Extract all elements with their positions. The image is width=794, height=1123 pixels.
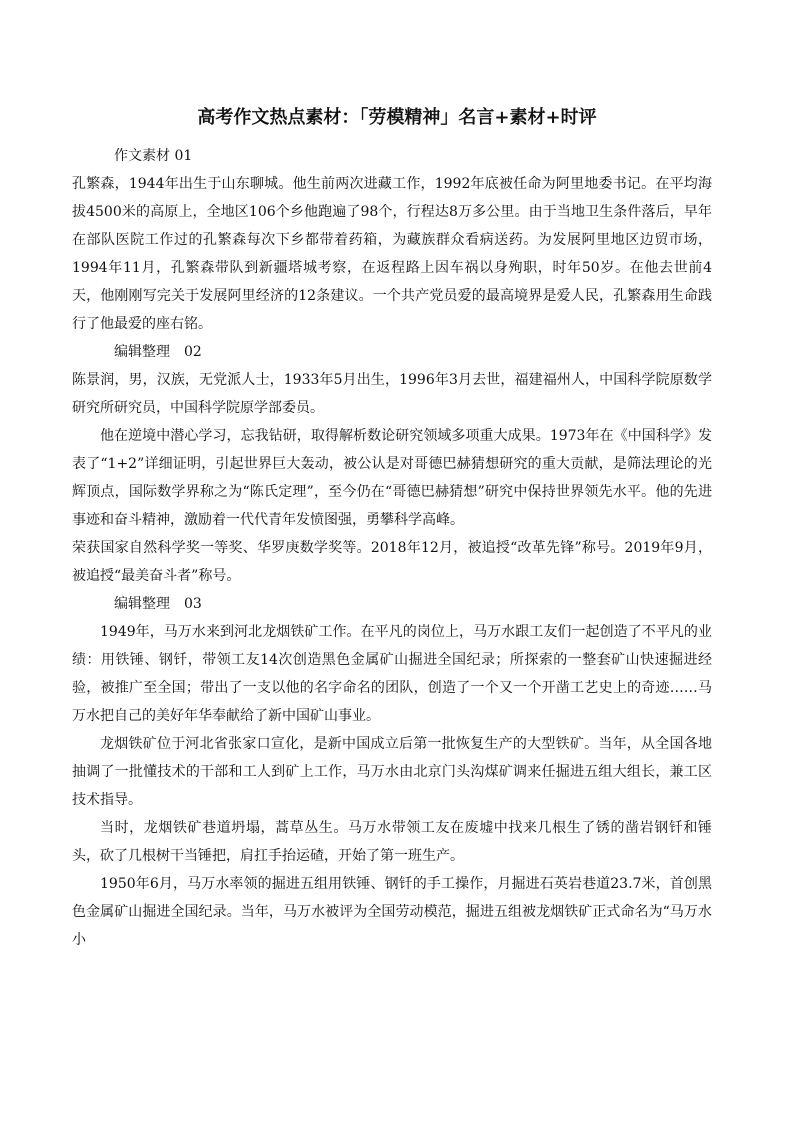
paragraph: 龙烟铁矿位于河北省张家口宣化，是新中国成立后第一批恢复生产的大型铁矿。当年，从全国各地抽调了一批懂技术的干部和工人到矿上工作，马万水由北京门头沟煤矿调来任掘进五组大组长，兼工区技术指导。 [72,736,712,808]
paragraph: 当时，龙烟铁矿巷道坍塌，蒿草丛生。马万水带领工友在废墟中找来几根生了锈的凿岩钢钎和锤头，砍了几根树干当锤把，肩扛手抬运碴，开始了第一班生产。 [72,820,712,864]
document-body [72,142,712,954]
paragraph: 荣获国家自然科学奖一等奖、华罗庚数学奖等。2018年12月，被追授“改革先锋”称号。2019年9月，被追授“最美奋斗者”称号。 [72,540,712,584]
paragraph: 他在逆境中潜心学习，忘我钻研，取得解析数论研究领域多项重大成果。1973年在《中国科学》发表了“1+2”详细证明，引起世界巨大轰动，被公认是对哥德巴赫猜想研究的重大贡献，是筛法理论的光辉顶点，国际数学界称之为“陈氏定理”，至今仍在“哥德巴赫猜想”研究中保持世界领先水平。他的先进事迹和奋斗精神，激励着一代代青年发愤图强，勇攀科学高峰。 [72,428,712,528]
paragraph: 孔繁森，1944年出生于山东聊城。他生前两次进藏工作，1992年底被任命为阿里地委书记。在平均海拔4500米的高原上，全地区106个乡他跑遍了98个，行程达8万多公里。由于当地卫生条件落后，早年在部队医院工作过的孔繁森每次下乡都带着药箱，为藏族群众看病送药。为发展阿里地区边贸市场，1994年11月，孔繁森带队到新疆塔城考察，在返程路上因车祸以身殉职，时年50岁。在他去世前4天，他刚刚写完关于发展阿里经济的12条建议。一个共产党员爱的最高境界是爱人民，孔繁森用生命践行了他最爱的座右铭。 [72,176,712,332]
section-heading: 作文素材 01 [114,148,193,164]
paragraph: 陈景润，男，汉族，无党派人士，1933年5月出生，1996年3月去世，福建福州人，中国科学院原数学研究所研究员，中国科学院原学部委员。 [72,372,712,416]
paragraph: 1950年6月，马万水率领的掘进五组用铁锤、钢钎的手工操作，月掘进石英岩巷道23.7米，首创黑色金属矿山掘进全国纪录。当年，马万水被评为全国劳动模范，掘进五组被龙烟铁矿正式命名为“马万水小 [72,876,712,948]
paragraph: 1949年，马万水来到河北龙烟铁矿工作。在平凡的岗位上，马万水跟工友们一起创造了不平凡的业绩：用铁锤、钢钎，带领工友14次创造黑色金属矿山掘进全国纪录；所探索的一整套矿山快速掘进经验，被推广至全国；带出了一支以他的名字命名的团队，创造了一个又一个开凿工艺史上的奇迹……马万水把自己的美好年华奉献给了新中国矿山事业。 [72,624,712,724]
page-title: 高考作文热点素材：「劳模精神」名言+素材+时评 [197,107,597,128]
section-heading: 编辑整理 02 [114,344,202,360]
section-heading: 编辑整理 03 [114,596,202,612]
